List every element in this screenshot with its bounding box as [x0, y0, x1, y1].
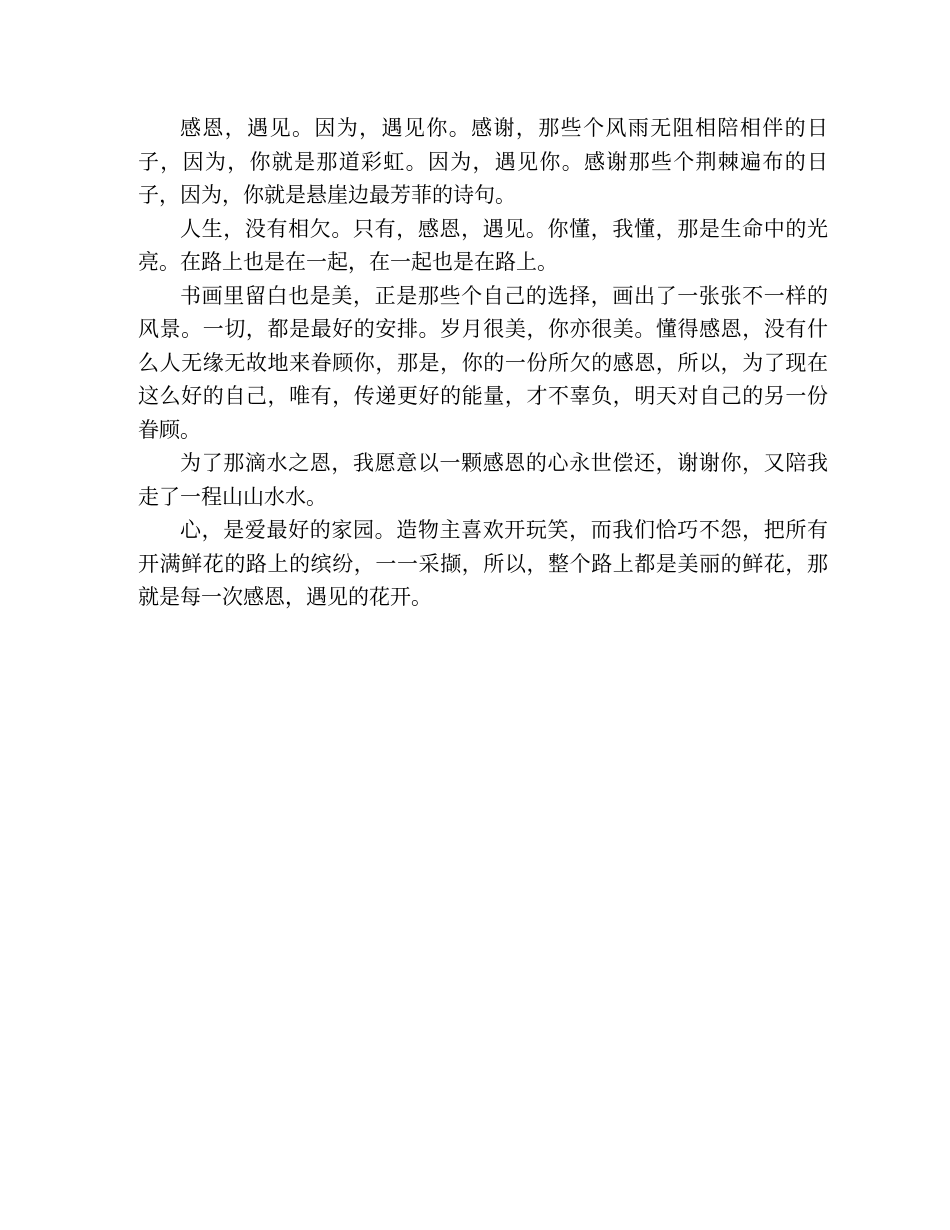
paragraph-2: 人生，没有相欠。只有，感恩，遇见。你懂，我懂，那是生命中的光亮。在路上也是在一起，在一起也是在路上。	[138, 216, 828, 274]
paragraph-4: 为了那滴水之恩，我愿意以一颗感恩的心永世偿还，谢谢你，又陪我走了一程山山水水。	[138, 451, 828, 509]
paragraph-5: 心，是爱最好的家园。造物主喜欢开玩笑，而我们恰巧不怨，把所有开满鲜花的路上的缤纷，一一采撷，所以，整个路上都是美丽的鲜花，那就是每一次感恩，遇见的花开。	[138, 518, 828, 609]
paragraph-1: 感恩，遇见。因为，遇见你。感谢，那些个风雨无阻相陪相伴的日子，因为，你就是那道彩虹。因为，遇见你。感谢那些个荆棘遍布的日子，因为，你就是悬崖边最芳菲的诗句。	[138, 116, 828, 207]
paragraph-3: 书画里留白也是美，正是那些个自己的选择，画出了一张张不一样的风景。一切，都是最好的安排。岁月很美，你亦很美。懂得感恩，没有什么人无缘无故地来眷顾你，那是，你的一份所欠的感恩，所以，为了现在这么好的自己，唯有，传递更好的能量，才不辜负，明天对自己的另一份眷顾。	[138, 283, 828, 442]
document-body	[138, 112, 828, 615]
